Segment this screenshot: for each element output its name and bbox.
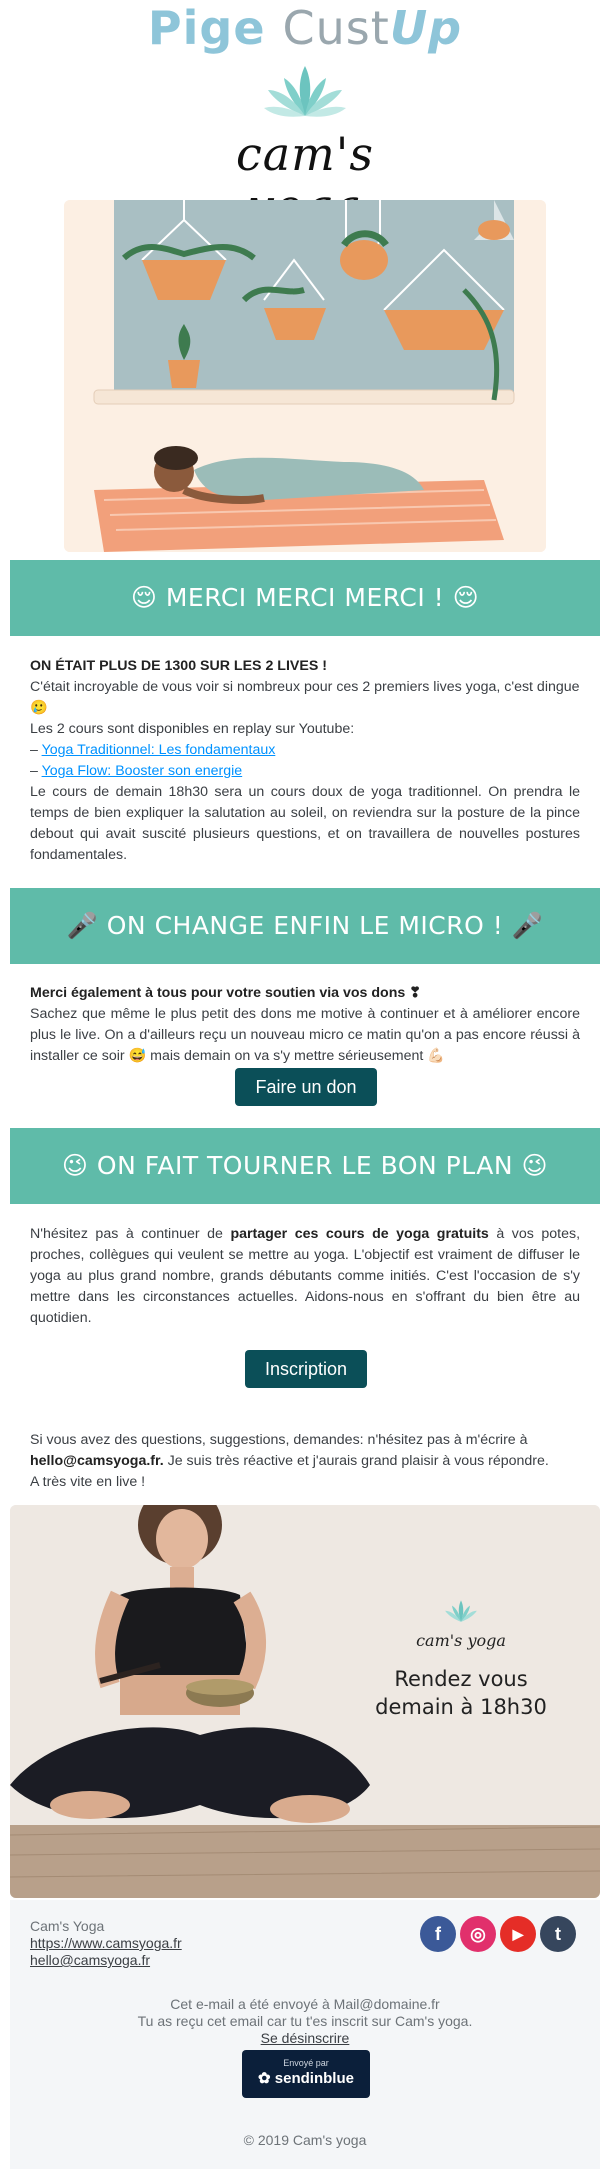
promo-line1: Rendez vous	[394, 1667, 528, 1691]
facebook-icon[interactable]: f	[420, 1916, 456, 1952]
section1-line2: Les 2 cours sont disponibles en replay sur Youtube:	[30, 721, 355, 737]
sendinblue-badge[interactable]	[242, 2050, 370, 2098]
contact-email: hello@camsyoga.fr.	[30, 1453, 164, 1469]
footer-sent-to: Cet e-mail a été envoyé à Mail@domaine.fr	[170, 1996, 440, 2012]
section3-text-b: à vos potes, proches, collègues qui veulent se mettre au yoga. L'objectif est vraiment de diffuser le yoga au plus grand nombre, grands débutants comme initiés. C'est l'occasion de s'y mettre dans les circonstances actuelles. Aidons-nous en s'offrant du bien être au quotidien.	[30, 1226, 581, 1326]
section-heading-bon-plan	[10, 1128, 600, 1204]
brand-part-1: Pige	[147, 1, 266, 55]
contact-body	[30, 1430, 580, 1493]
promo-logo	[396, 1597, 526, 1650]
section2-lead: Merci également à tous pour votre soutien via vos dons ❣	[30, 985, 422, 1001]
instagram-icon[interactable]: ◎	[460, 1916, 496, 1952]
footer-contact	[30, 1918, 182, 1969]
replay-link-flow[interactable]: Yoga Flow: Booster son energie	[41, 763, 243, 779]
sent-by-label: Envoyé par	[283, 2058, 329, 2068]
section3-body	[30, 1224, 580, 1329]
signup-button[interactable]: Inscription	[245, 1350, 367, 1388]
section2-body	[30, 983, 580, 1067]
promo-headline	[356, 1665, 566, 1721]
section-heading-micro	[10, 888, 600, 964]
dash: –	[30, 742, 42, 758]
heading-text: 😌 MERCI MERCI MERCI ! 😌	[130, 583, 480, 612]
donate-button[interactable]: Faire un don	[235, 1068, 377, 1106]
unsubscribe-link[interactable]: Se désinscrire	[260, 2030, 350, 2046]
section-heading-merci	[10, 560, 600, 636]
section3-text-a: N'hésitez pas à continuer de	[30, 1226, 231, 1242]
section1-lead: ON ÉTAIT PLUS DE 1300 SUR LES 2 LIVES !	[30, 658, 327, 674]
footer-website-link[interactable]: https://www.camsyoga.fr	[30, 1935, 182, 1951]
section2-paragraph: Sachez que même le plus petit des dons me motive à continuer et à améliorer encore plus le live. On a d'ailleurs reçu un nouveau micro ce matin qu'on a pas encore réussi à installer ce soir 😅 mais demain on va s'y mettre sérieusement 💪🏻	[30, 1006, 580, 1064]
section3-bold: partager ces cours de yoga gratuits	[230, 1226, 489, 1242]
sendinblue-icon: ✿	[258, 2070, 275, 2087]
promo-line2: demain à 18h30	[375, 1695, 547, 1719]
footer	[10, 1900, 600, 2169]
brand-part-3: Up	[389, 1, 463, 55]
footer-copyright: © 2019 Cam's yoga	[243, 2132, 367, 2148]
promo-photo	[10, 1505, 600, 1898]
replay-link-traditionnel[interactable]: Yoga Traditionnel: Les fondamentaux	[41, 742, 276, 758]
sendinblue-wordmark: sendinblue	[274, 2070, 354, 2087]
footer-company: Cam's Yoga	[30, 1918, 105, 1934]
footer-email-link[interactable]: hello@camsyoga.fr	[30, 1952, 151, 1968]
section1-body	[30, 656, 580, 866]
contact-line3: A très vite en live !	[30, 1474, 146, 1490]
logo-text: cam's	[235, 127, 375, 181]
dash: –	[30, 763, 42, 779]
youtube-icon[interactable]: ▶	[500, 1916, 536, 1952]
heading-text: 😉 ON FAIT TOURNER LE BON PLAN 😉	[61, 1151, 549, 1180]
promo-logo-text: cam's yoga	[416, 1631, 506, 1650]
section1-paragraph: Le cours de demain 18h30 sera un cours doux de yoga traditionnel. On prendra le temps de bien expliquer la salutation au soleil, on reviendra sur la posture de la pince debout qui avait suscité plusieurs questions, et on travaillera de nouvelles postures fondamentales.	[30, 784, 580, 863]
contact-line2: Je suis très réactive et j'aurais grand plaisir à vous répondre.	[163, 1453, 549, 1469]
camsyoga-logo	[180, 58, 430, 188]
heading-text: 🎤 ON CHANGE ENFIN LE MICRO ! 🎤	[66, 911, 544, 940]
footer-legal	[10, 1996, 600, 2047]
tumblr-icon[interactable]: t	[540, 1916, 576, 1952]
footer-reason: Tu as reçu cet email car tu t'es inscrit sur Cam's yoga.	[137, 2013, 473, 2029]
brand-part-2: Cust	[282, 1, 390, 55]
lotus-icon	[441, 1597, 481, 1627]
section1-line1: C'était incroyable de vous voir si nombreux pour ces 2 premiers lives yoga, c'est dingue 🥲	[30, 679, 580, 716]
hero-illustration	[64, 200, 546, 552]
lotus-icon	[260, 58, 350, 128]
contact-line1: Si vous avez des questions, suggestions, demandes: n'hésitez pas à m'écrire à	[30, 1432, 528, 1448]
